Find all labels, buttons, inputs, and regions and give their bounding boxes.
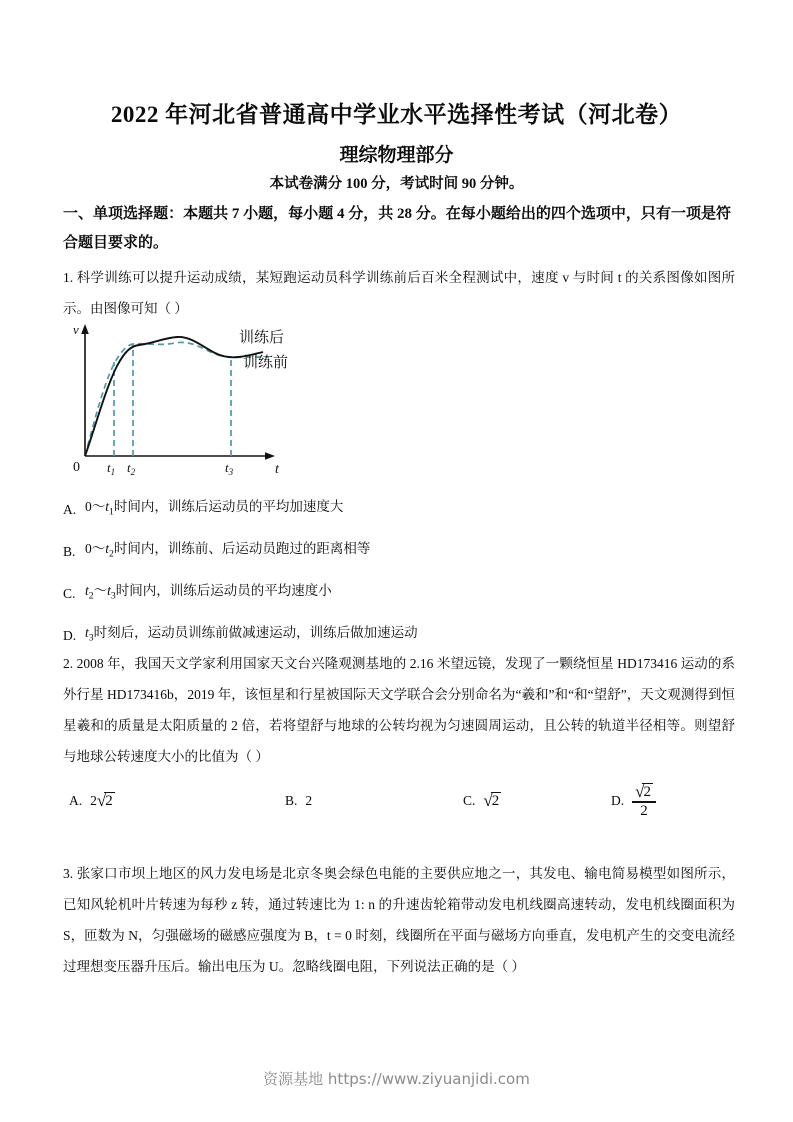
question-2 xyxy=(63,648,735,772)
question-2-options xyxy=(63,778,735,824)
question-3-stem: 3. 张家口市坝上地区的风力发电场是北京冬奥会绿色电能的主要供应地之一，其发电、输电简易模型如图所示，已知风轮机叶片转速为每秒 z 转，通过转速比为 1: n 的升速齿轮箱带动发电机线圈高速转动，发电机线圈面积为 S，匝数为 N，匀强磁场的磁感应强度为 B，t = 0 时刻，线圈所在平面与磁场方向垂直，发电机产生的交变电流经过理想变压器升压后。输出电压为 U。忽略线圈电阻，下列说法正确的是（ ） xyxy=(63,866,735,974)
option-b[interactable] xyxy=(285,778,312,824)
question-1-stem: 1. 科学训练可以提升运动成绩，某短跑运动员科学训练前后百米全程测试中，速度 v 与时间 t 的关系图像如图所示。由图像可知（ ） xyxy=(63,270,735,316)
option-b-letter: B. xyxy=(63,543,76,559)
option-a-coefficient: 2 xyxy=(90,793,97,808)
option-d[interactable] xyxy=(611,778,656,824)
option-a[interactable] xyxy=(69,778,115,824)
x-axis-arrow xyxy=(265,452,275,460)
option-b-letter: B. xyxy=(285,793,298,808)
option-c-letter: C. xyxy=(63,585,76,601)
option-b[interactable] xyxy=(63,530,735,572)
sqrt-icon: √ 2 xyxy=(635,781,651,801)
page-subtitle: 理综物理部分 xyxy=(339,145,454,166)
velocity-time-graph-svg xyxy=(63,316,363,476)
footer-watermark: 资源基地 https://www.ziyuanjidi.com xyxy=(263,1070,530,1088)
option-a-radicand: 2 xyxy=(105,793,113,810)
option-a[interactable] xyxy=(63,488,735,530)
curve-after-training xyxy=(85,337,263,456)
question-1 xyxy=(63,262,735,324)
tick-label-t2: $t_2$ xyxy=(127,460,136,476)
sqrt-icon: √ 2 xyxy=(483,791,500,811)
option-a-letter: A. xyxy=(63,501,77,517)
x-axis-label: t xyxy=(275,462,279,476)
origin-label: 0 xyxy=(73,460,80,475)
question-3 xyxy=(63,858,735,982)
page-title: 2022 年河北省普通高中学业水平选择性考试（河北卷） xyxy=(110,102,683,127)
option-d-letter: D. xyxy=(63,627,77,643)
question-1-options xyxy=(63,488,735,656)
option-a-text: $0\sim t_1$时间内，训练后运动员的平均加速度大 xyxy=(85,498,344,518)
y-axis-arrow xyxy=(81,324,89,334)
curve-after-training-label: 训练后 xyxy=(239,330,285,346)
y-axis-label: v xyxy=(73,322,79,337)
question-2-stem: 2. 2008 年，我国天文学家利用国家天文台兴隆观测基地的 2.16 米望远镜，发现了一颗绕恒星 HD173416 运动的系外行星 HD173416b，2019 年，该恒星和行星被国际天文学联合会分别命名为“羲和”和“和“望舒”，天文观测得到恒星羲和的质量是太阳质量的 2 倍，若将望舒与地球的公转均视为匀速圆周运动，且公转的轨道半径相等。则望舒与地球公转速度大小的比值为（ ） xyxy=(63,656,735,764)
option-a-letter: A. xyxy=(69,793,83,808)
fraction-denominator: 2 xyxy=(640,802,648,819)
curve-before-training-label: 训练前 xyxy=(243,355,289,371)
sqrt-icon: √ 2 xyxy=(96,791,113,811)
fraction xyxy=(632,783,656,820)
tick-label-t1: $t_1$ xyxy=(107,460,116,476)
option-c[interactable] xyxy=(463,778,501,824)
option-d-letter: D. xyxy=(611,793,625,808)
tick-label-t3: $t_3$ xyxy=(225,460,234,476)
option-d-text: $t_3$时刻后，运动员训练前做减速运动，训练后做加速运动 xyxy=(85,624,418,644)
exam-score-time-note: 本试卷满分 100 分，考试时间 90 分钟。 xyxy=(269,176,524,192)
option-d-radicand: 2 xyxy=(643,783,651,800)
option-b-text: $0\sim t_2$时间内，训练前、后运动员跑过的距离相等 xyxy=(85,540,371,560)
option-c-letter: C. xyxy=(463,793,476,808)
option-c-text: $t_2\sim t_3$时间内，训练后运动员的平均速度小 xyxy=(85,582,332,602)
curve-before-training xyxy=(85,342,269,456)
velocity-time-figure xyxy=(63,316,363,476)
option-c[interactable] xyxy=(63,572,735,614)
section-heading: 一、单项选择题：本题共 7 小题，每小题 4 分，共 28 分。在每小题给出的四个选项中，只有一项是符合题目要求的。 xyxy=(63,206,731,251)
option-b-value: 2 xyxy=(305,793,313,808)
fraction-numerator xyxy=(632,783,656,802)
option-c-radicand: 2 xyxy=(491,793,500,810)
